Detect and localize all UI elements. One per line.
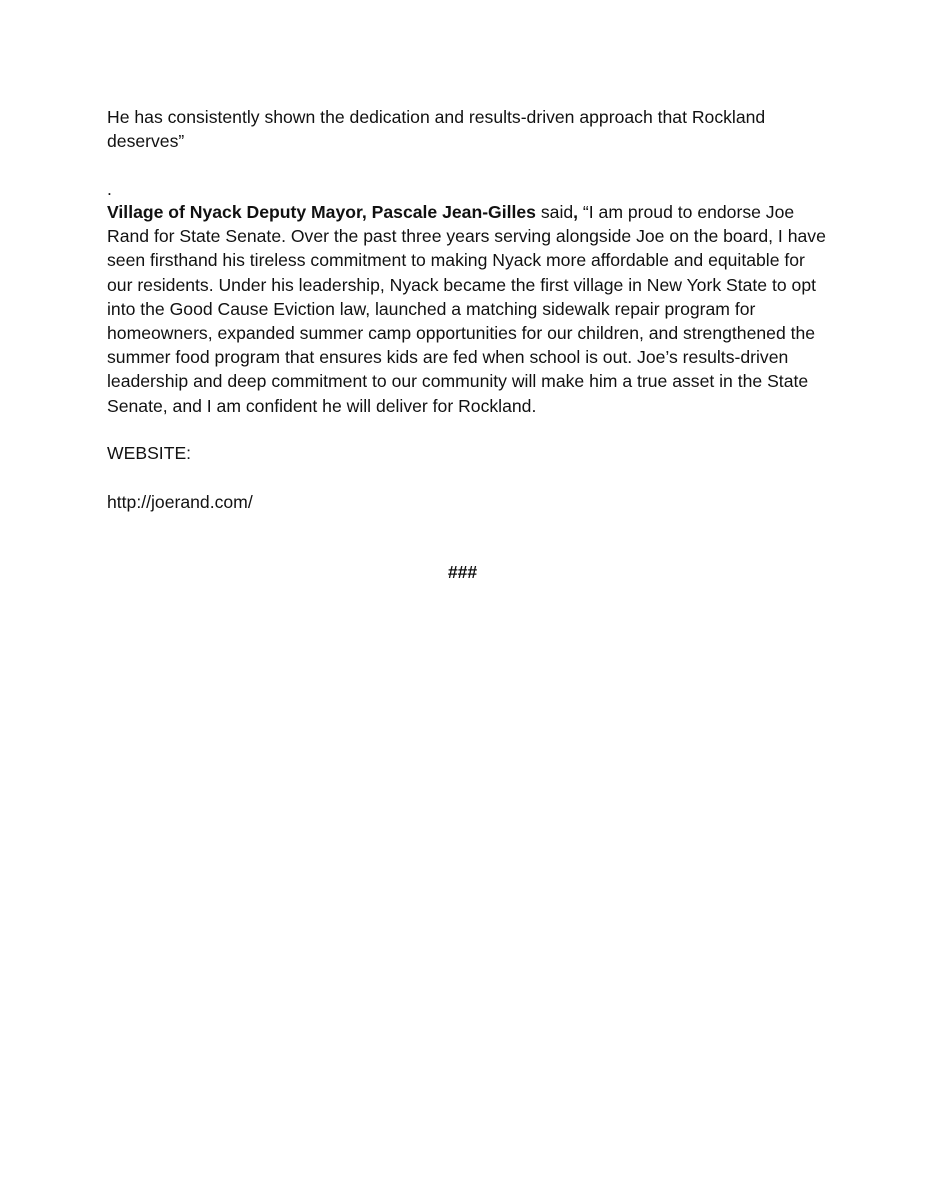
endorsement-quote-paragraph bbox=[107, 200, 832, 418]
end-of-release-mark: ### bbox=[447, 562, 478, 582]
quote-text: “I am proud to endorse Joe Rand for State Senate. Over the past three years serving alongside Joe on the board, I have seen firsthand his tireless commitment to making Nyack more affordable and equitable for our residents. Under his leadership, Nyack became the first village in New York State to opt into the Good Cause Eviction law, launched a matching sidewalk repair program for homeowners, expanded summer camp opportunities for our children, and strengthened the summer food program that ensures kids are fed when school is out. Joe’s results-driven leadership and deep commitment to our community will make him a true asset in the State Senate, and I am confident he will deliver for Rockland. bbox=[107, 202, 826, 416]
separator-dot: . bbox=[107, 179, 112, 199]
speaker-name: Village of Nyack Deputy Mayor, Pascale Jean-Gilles bbox=[107, 202, 536, 222]
website-link[interactable]: http://joerand.com/ bbox=[107, 492, 253, 512]
said-comma: , bbox=[573, 202, 579, 222]
closing-quote-paragraph: He has consistently shown the dedication and results-driven approach that Rockland deserves” bbox=[107, 107, 766, 152]
said-verb: said bbox=[535, 202, 574, 222]
website-label: WEBSITE: bbox=[107, 443, 192, 463]
